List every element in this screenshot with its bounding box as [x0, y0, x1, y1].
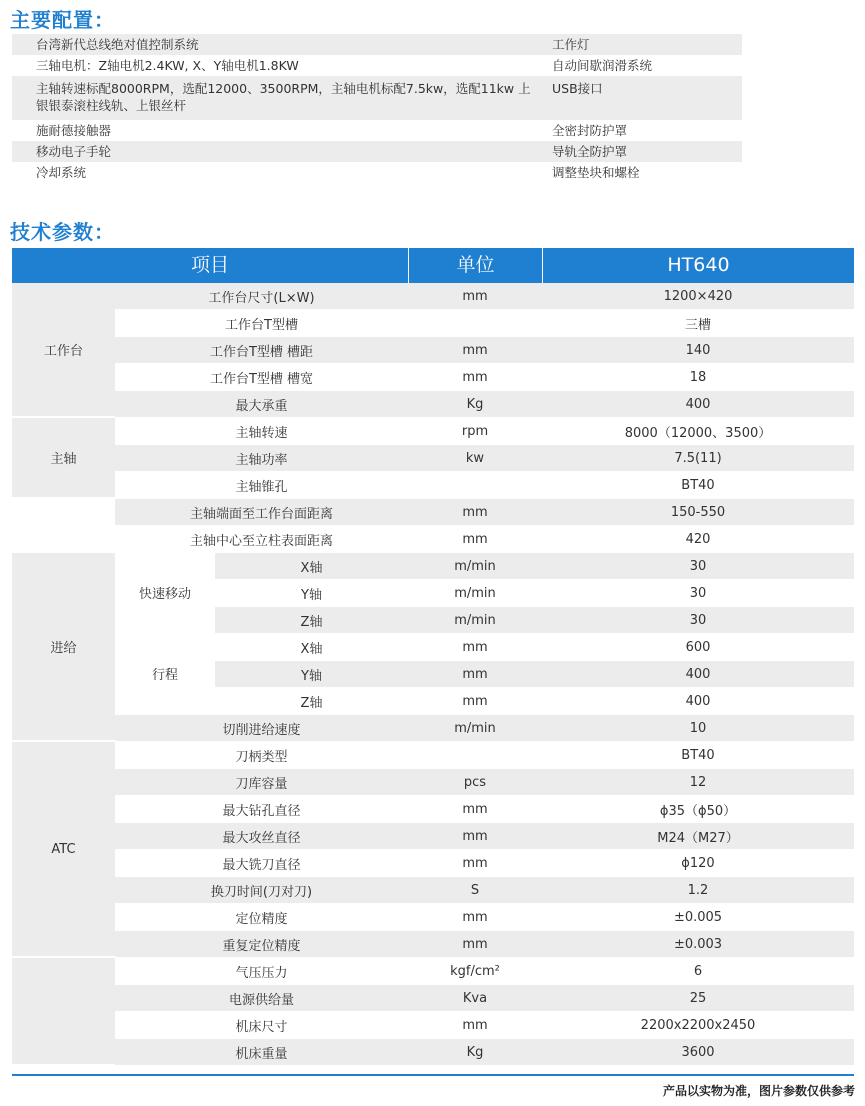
- spec-value: 三槽: [684, 317, 711, 333]
- spec-value: M24（M27）: [542, 823, 854, 849]
- footer-note: 产品以实物为准，图片参数仅供参考: [662, 1084, 855, 1098]
- spec-unit: mm: [462, 801, 488, 817]
- spec-value: 420: [685, 531, 711, 547]
- spec-value: 7.5(11): [542, 445, 854, 471]
- spec-value: 400: [542, 661, 854, 687]
- spec-item: 主轴锥孔: [235, 479, 288, 495]
- group-label-worktable: 工作台: [12, 283, 115, 416]
- spec-value: 140: [542, 337, 854, 363]
- spec-unit: mm: [462, 855, 488, 871]
- spec-unit: Kg: [408, 391, 542, 417]
- spec-value: 30: [542, 553, 854, 579]
- spec-value: 25: [542, 985, 854, 1011]
- group-blank: [12, 958, 115, 1064]
- spec-value: ±0.003: [542, 931, 854, 957]
- spec-item: Y轴: [215, 661, 408, 687]
- specs-table-body: [12, 283, 854, 1065]
- spec-value: BT40: [681, 477, 715, 493]
- spec-item: 重复定位精度: [115, 931, 408, 957]
- config-row: [12, 120, 742, 141]
- specs-title: 技术参数：: [10, 220, 115, 244]
- spec-unit: mm: [462, 1017, 488, 1033]
- spec-value: 30: [542, 607, 854, 633]
- config-row: [12, 34, 742, 55]
- spec-unit: [408, 310, 542, 336]
- spec-item: X轴: [300, 641, 323, 657]
- spec-item: 机床重量: [115, 1039, 408, 1065]
- spec-item: 主轴端面至工作台面距离: [115, 499, 408, 525]
- spec-value: 10: [542, 715, 854, 741]
- spec-unit: [408, 742, 542, 768]
- spec-item: X轴: [215, 553, 408, 579]
- spec-value: 2200x2200x2450: [640, 1017, 756, 1033]
- spec-unit: S: [408, 877, 542, 903]
- spec-value: BT40: [681, 747, 715, 763]
- spec-unit: [408, 472, 542, 498]
- spec-item: 机床尺寸: [235, 1019, 288, 1035]
- spec-value: 8000（12000、3500）: [624, 425, 772, 441]
- spec-value: 600: [685, 639, 711, 655]
- spec-value: 400: [685, 693, 711, 709]
- config-right: 调整垫块和螺栓: [552, 165, 640, 180]
- group-label-atc: ATC: [12, 742, 115, 956]
- spec-unit: rpm: [461, 423, 489, 439]
- config-right: 工作灯: [552, 37, 590, 52]
- spec-item: 切削进给速度: [115, 715, 408, 741]
- spec-unit: Kva: [408, 985, 542, 1011]
- spec-item: Z轴: [215, 607, 408, 633]
- spec-item: 换刀时间(刀对刀): [115, 877, 408, 903]
- spec-unit: mm: [408, 931, 542, 957]
- bottom-divider: [12, 1074, 854, 1076]
- spec-item: 工作台T型槽 槽宽: [209, 371, 314, 387]
- spec-item: 主轴功率: [115, 445, 408, 471]
- spec-unit: mm: [462, 693, 488, 709]
- spec-unit: mm: [462, 639, 488, 655]
- config-row: [12, 141, 742, 162]
- spec-value: ϕ120: [681, 855, 715, 871]
- spec-value: 18: [689, 369, 707, 385]
- spec-item: 最大攻丝直径: [115, 823, 408, 849]
- spec-item: 最大铣刀直径: [222, 857, 301, 873]
- config-left: 移动电子手轮: [36, 144, 112, 159]
- spec-unit: mm: [462, 531, 488, 547]
- spec-value: 150-550: [542, 499, 854, 525]
- header-unit: 单位: [409, 248, 543, 283]
- spec-unit: m/min: [454, 585, 496, 601]
- spec-value: ±0.005: [673, 909, 723, 925]
- spec-value: 3600: [542, 1039, 854, 1065]
- spec-unit: mm: [408, 283, 542, 309]
- spec-item: 刀柄类型: [235, 749, 288, 765]
- spec-value: ϕ35（ϕ50）: [659, 803, 737, 819]
- spec-unit: kw: [408, 445, 542, 471]
- config-right: 导轨全防护罩: [552, 144, 628, 159]
- config-left: 三轴电机：Z轴电机2.4KW, X、Y轴电机1.8KW: [36, 58, 299, 73]
- config-row: [12, 162, 742, 183]
- spec-item: 气压压力: [235, 965, 288, 981]
- group-label-stroke: 行程: [151, 668, 178, 683]
- spec-unit: m/min: [408, 715, 542, 741]
- config-right: 自动间歇润滑系统: [552, 58, 653, 73]
- spec-unit: mm: [408, 499, 542, 525]
- config-right: 全密封防护罩: [552, 123, 628, 138]
- group-label-rapid: 快速移动: [138, 587, 191, 602]
- group-label-spindle: 主轴: [12, 418, 115, 497]
- config-left: 冷却系统: [36, 165, 87, 180]
- header-item: 项目: [12, 248, 409, 283]
- group-label-feed: 进给: [12, 553, 115, 740]
- spec-unit: kgf/cm²: [450, 963, 500, 979]
- specs-table: [12, 248, 854, 1065]
- spec-value: 1.2: [542, 877, 854, 903]
- spec-item: 工作台T型槽: [225, 317, 298, 333]
- spec-item: 工作台尺寸(L×W): [115, 283, 408, 309]
- config-title: 主要配置：: [10, 8, 115, 32]
- spec-item: 最大钻孔直径: [222, 803, 301, 819]
- spec-unit: mm: [408, 661, 542, 687]
- spec-value: 1200×420: [542, 283, 854, 309]
- spec-item: Y轴: [301, 587, 322, 603]
- spec-unit: mm: [462, 909, 488, 925]
- spec-item: 最大承重: [115, 391, 408, 417]
- spec-value: 6: [693, 963, 703, 979]
- config-left: 施耐德接触器: [36, 123, 112, 138]
- config-left: 主轴转速标配8000RPM，选配12000、3500RPM，主轴电机标配7.5kw，选配11kw 上银银泰滚柱线轨、上银丝杆: [36, 81, 531, 113]
- spec-item: 电源供给量: [115, 985, 408, 1011]
- config-list: [12, 34, 742, 183]
- config-left: 台湾新代总线绝对值控制系统: [36, 37, 199, 52]
- spec-item: 主轴转速: [235, 425, 288, 441]
- config-right: USB接口: [552, 81, 603, 96]
- spec-value: 400: [542, 391, 854, 417]
- spec-item: 定位精度: [235, 911, 288, 927]
- spec-item: 主轴中心至立柱表面距离: [189, 533, 333, 549]
- spec-unit: mm: [462, 369, 488, 385]
- config-row: [12, 55, 742, 76]
- spec-item: 刀库容量: [115, 769, 408, 795]
- spec-unit: pcs: [408, 769, 542, 795]
- specs-table-header: [12, 248, 854, 283]
- spec-unit: m/min: [408, 553, 542, 579]
- header-model: HT640: [667, 254, 730, 276]
- spec-value: 30: [689, 585, 707, 601]
- config-row: [12, 76, 742, 120]
- spec-unit: Kg: [408, 1039, 542, 1065]
- spec-value: 12: [542, 769, 854, 795]
- spec-unit: mm: [408, 337, 542, 363]
- spec-item: Z轴: [300, 695, 323, 711]
- spec-unit: mm: [408, 823, 542, 849]
- spec-item: 工作台T型槽 槽距: [115, 337, 408, 363]
- spec-unit: m/min: [408, 607, 542, 633]
